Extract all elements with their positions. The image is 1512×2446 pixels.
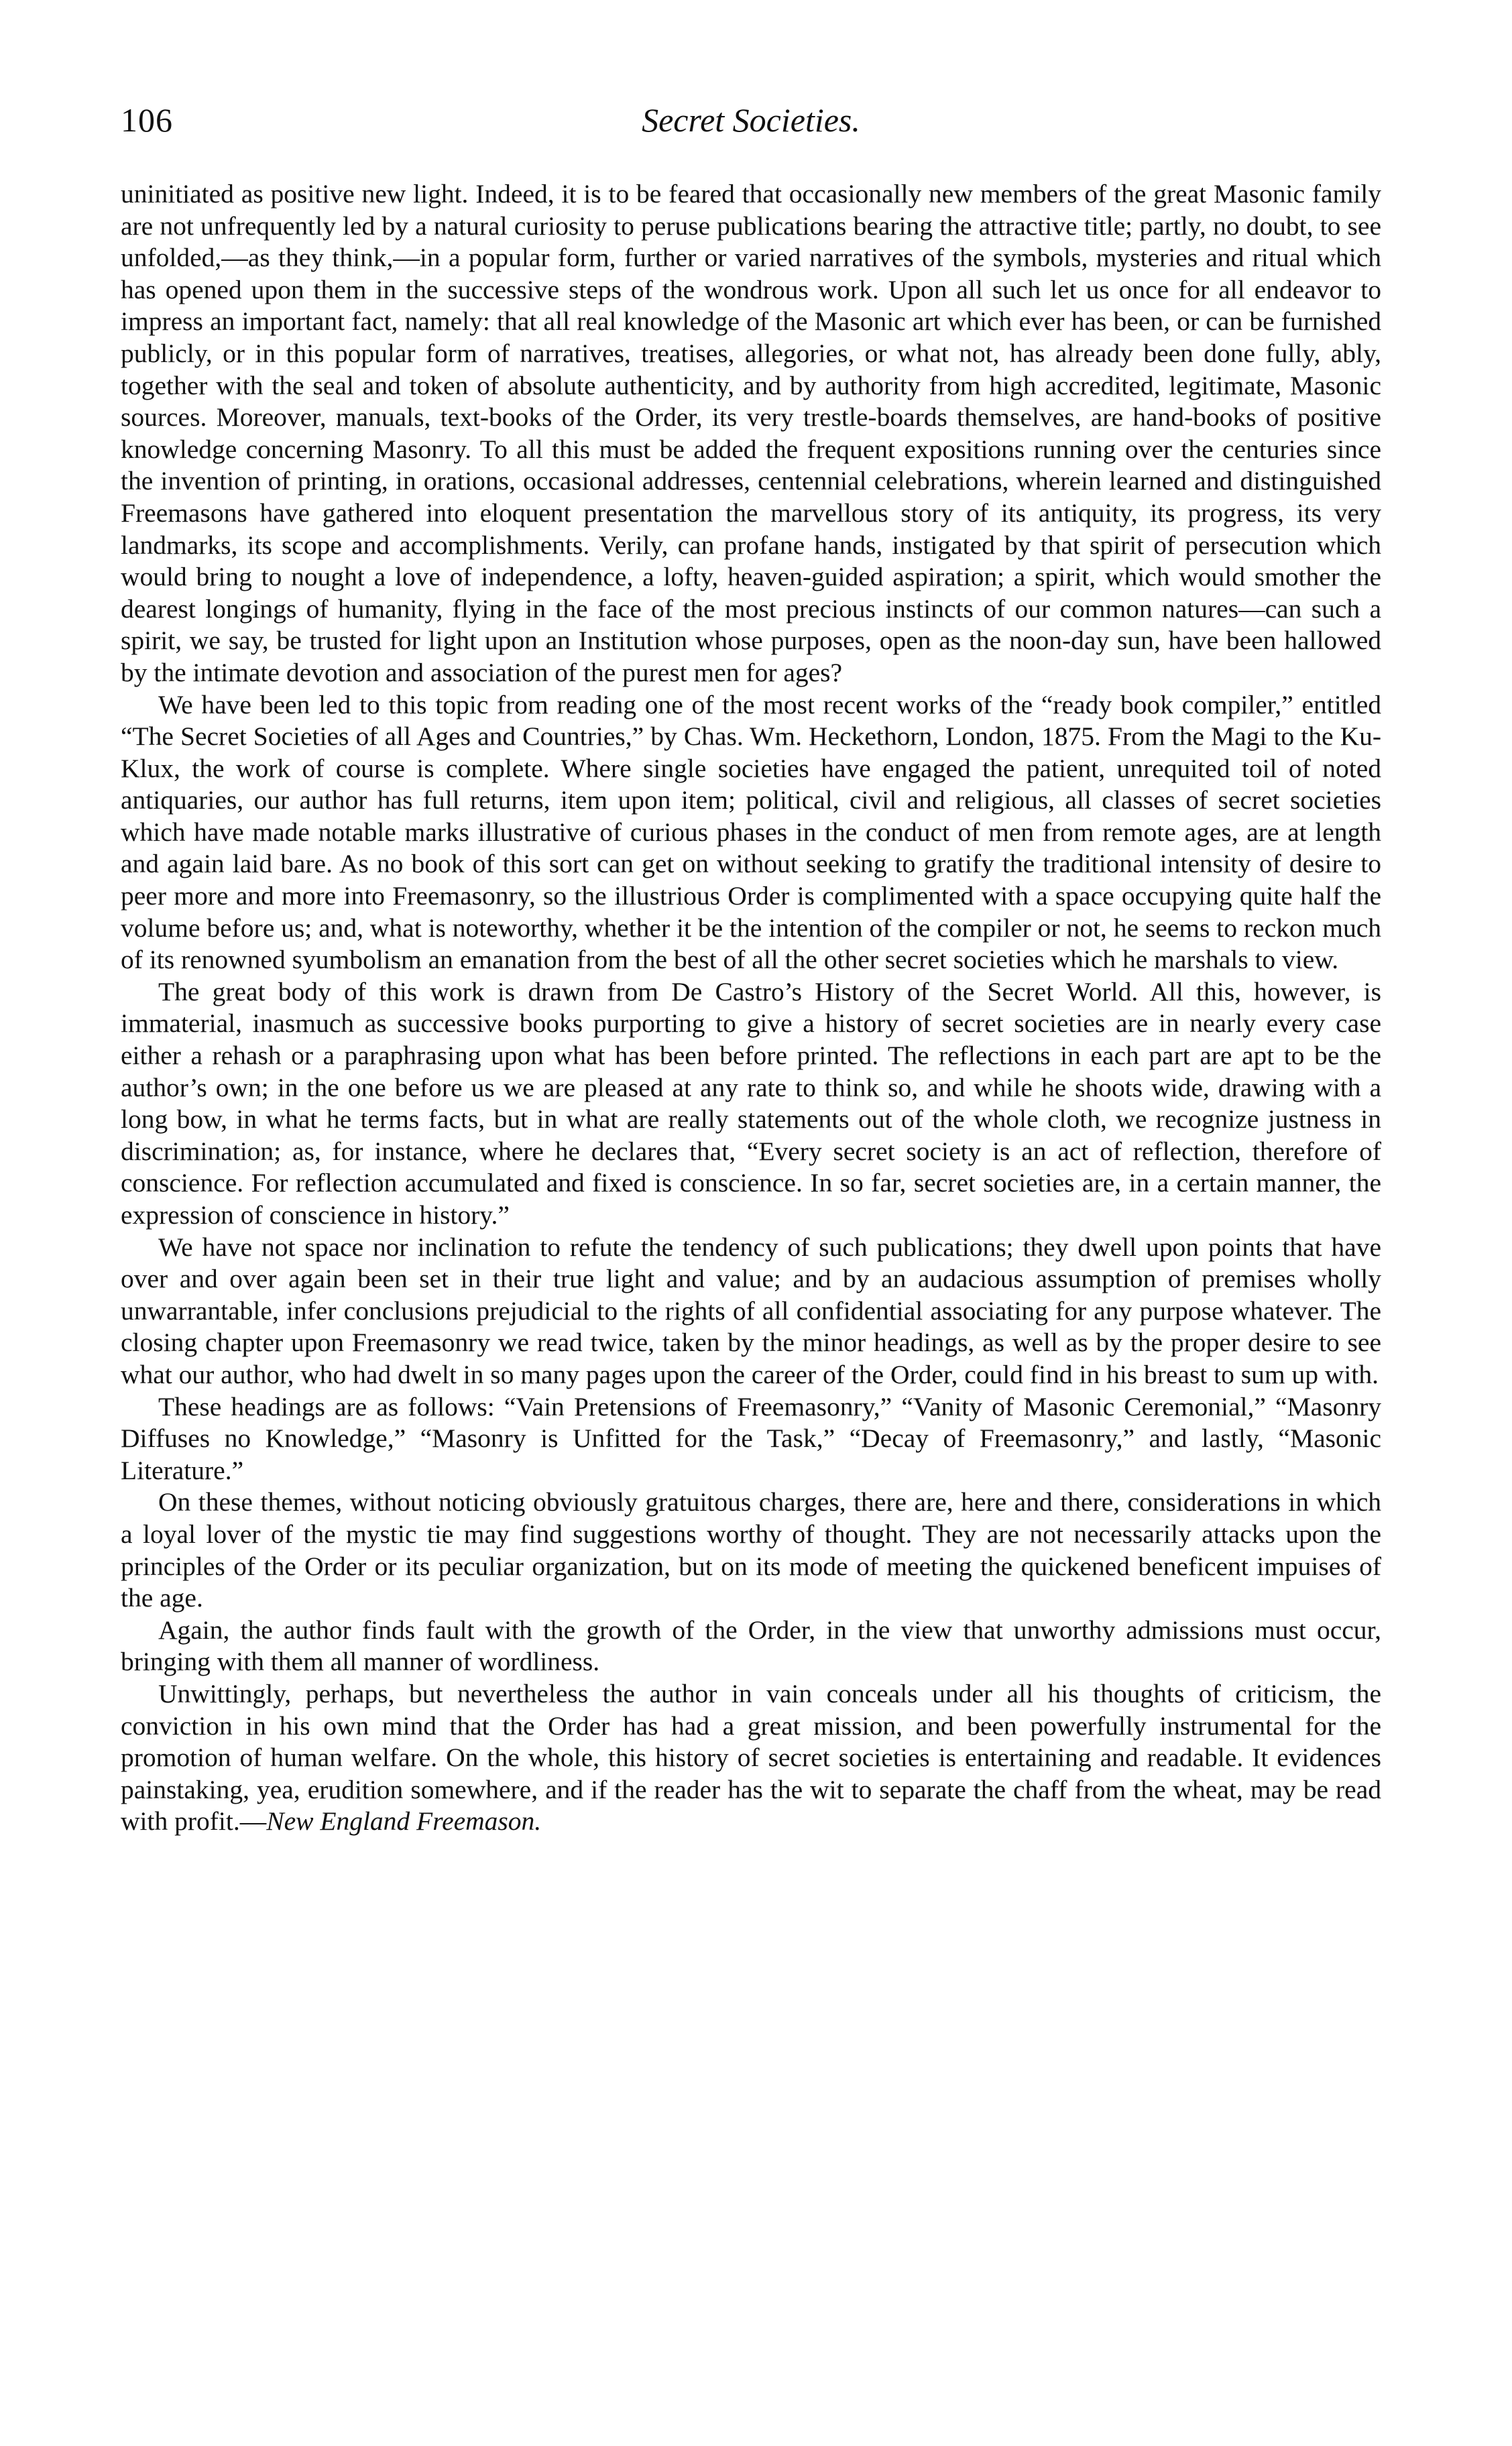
paragraph-3: The great body of this work is drawn from De Castro’s History of the Secret World. All this, however, is immaterial, inasmuch as successive books purporting to give a history of secret societies are in nearly every case either a rehash or a paraphrasing upon what has been before printed. The reflections in each part are apt to be the author’s own; in the one before us we are pleased at any rate to think so, and while he shoots wide, drawing with a long bow, in what he terms facts, but in what are really statements out of the whole cloth, we recognize justness in discrimination; as, for instance, where he declares that, “Every secret society is an act of reflection, therefore of conscience. For reflection accumulated and fixed is conscience. In so far, secret societies are, in a certain manner, the expression of conscience in history.”: [121, 976, 1381, 1230]
running-title: Secret Societies.: [642, 101, 860, 139]
body-text: [121, 178, 1381, 1838]
paragraph-2: We have been led to this topic from reading one of the most recent works of the “ready book compiler,” entitled “The Secret Societies of all Ages and Countries,” by Chas. Wm. Heckethorn, London, 1875. From the Magi to the Ku-Klux, the work of course is complete. Where single societies have engaged the patient, unrequited toil of noted antiquaries, our author has full returns, item upon item; political, civil and religious, all classes of secret societies which have made notable marks illustrative of curious phases in the conduct of men from remote ages, are at length and again laid bare. As no book of this sort can get on without seeking to gratify the traditional intensity of desire to peer more and more into Freemasonry, so the illustrious Order is complimented with a space occupying quite half the volume before us; and, what is noteworthy, whether it be the intention of the compiler or not, he seems to reckon much of its renowned syumbolism an emanation from the best of all the other secret societies which he marshals to view.: [121, 689, 1381, 975]
paragraph-5: These headings are as follows: “Vain Pretensions of Freemasonry,” “Vanity of Masonic Ceremonial,” “Masonry Diffuses no Knowledge,” “Masonry is Unfitted for the Task,” “Decay of Freemasonry,” and lastly, “Masonic Literature.”: [121, 1391, 1381, 1485]
paragraph-8: [121, 1678, 1381, 1838]
source-attribution: New England Freemason.: [266, 1806, 542, 1837]
running-head: [121, 101, 1381, 165]
paragraph-1: uninitiated as positive new light. Indeed, it is to be feared that occasionally new members of the great Masonic family are not unfrequently led by a natural curiosity to peruse publications bearing the attractive title; partly, no doubt, to see unfolded,—as they think,—in a popular form, further or varied narratives of the symbols, mysteries and ritual which has opened upon them in the successive steps of the wondrous work. Upon all such let us once for all endeavor to impress an important fact, namely: that all real knowledge of the Masonic art which ever has been, or can be furnished publicly, or in this popular form of narratives, treatises, allegories, or what not, has already been done fully, ably, together with the seal and token of absolute authenticity, and by authority from high accredited, legitimate, Masonic sources. Moreover, manuals, text-books of the Order, its very trestle-boards themselves, are hand-books of positive knowledge concerning Masonry. To all this must be added the frequent expositions running over the centuries since the invention of printing, in orations, occasional addresses, centennial celebrations, wherein learned and distinguished Freemasons have gathered into eloquent presentation the marvellous story of its antiquity, its progress, its very landmarks, its scope and accomplishments. Verily, can profane hands, instigated by that spirit of persecution which would bring to nought a love of independence, a lofty, heaven-guided aspiration; a spirit, which would smother the dearest longings of humanity, flying in the face of the most precious instincts of our common natures—can such a spirit, we say, be trusted for light upon an Institution whose purposes, open as the noon-day sun, have been hallowed by the intimate devotion and association of the purest men for ages?: [121, 179, 1381, 687]
page-number: 106: [121, 101, 173, 139]
page: [121, 101, 1381, 1838]
paragraph-8-text: Unwittingly, perhaps, but nevertheless the author in vain conceals under all his thoughts of criticism, the conviction in his own mind that the Order has had a great mission, and been powerfully instrumental for the promotion of human welfare. On the whole, this history of secret societies is entertaining and readable. It evidences painstaking, yea, erudition somewhere, and if the reader has the wit to separate the chaff from the wheat, may be read with profit.—: [121, 1678, 1381, 1837]
paragraph-4: We have not space nor inclination to refute the tendency of such publications; they dwell upon points that have over and over again been set in their true light and value; and by an audacious assumption of premises wholly unwarrantable, infer conclusions prejudicial to the rights of all confidential associating for any purpose whatever. The closing chapter upon Freemasonry we read twice, taken by the minor headings, as well as by the proper desire to see what our author, who had dwelt in so many pages upon the career of the Order, could find in his breast to sum up with.: [121, 1232, 1381, 1389]
paragraph-7: Again, the author finds fault with the growth of the Order, in the view that unworthy admissions must occur, bringing with them all manner of wordliness.: [121, 1615, 1381, 1677]
paragraph-6: On these themes, without noticing obviously gratuitous charges, there are, here and there, considerations in which a loyal lover of the mystic tie may find suggestions worthy of thought. They are not necessarily attacks upon the principles of the Order or its peculiar organization, but on its mode of meeting the quickened beneficent impuises of the age.: [121, 1487, 1381, 1613]
